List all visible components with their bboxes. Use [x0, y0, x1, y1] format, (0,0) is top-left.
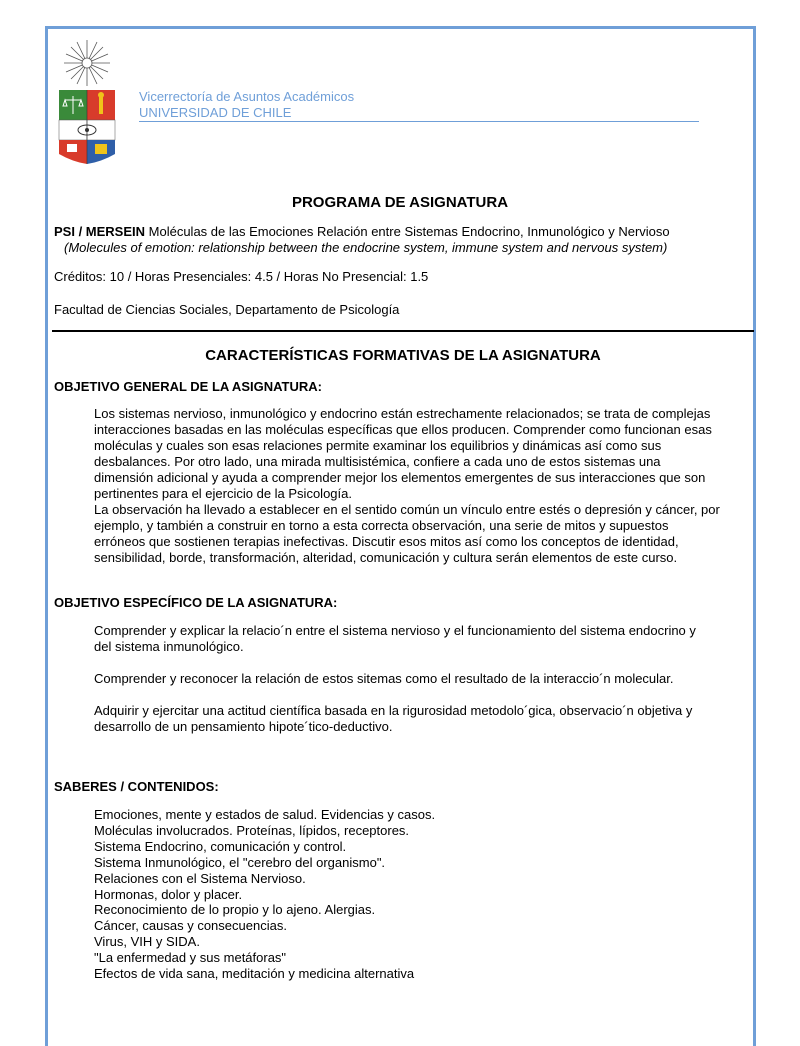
header-divider: [139, 121, 699, 122]
general-objective-paragraph-1: Los sistemas nervioso, inmunológico y endocrino están estrechamente relacionados; se trata de complejas interacciones basadas en las moléculas específicas que ellos producen. Comprender como funcionan esas moléculas y cuales son esas relaciones permite examinar los equilibrios y dinámicas así como sus desbalances. Por otro lado, una mirada multisistémica, confiere a cada uno de estos sistemas una dimensión adicional y ayuda a comprender mejor los elementos emergentes de sus interacciones que son pertinentes para el ejercicio de la Psicología.: [94, 406, 712, 501]
section-divider: [52, 330, 754, 332]
content-item: Reconocimiento de lo propio y lo ajeno. Alergias.: [94, 902, 376, 918]
content-item: Moléculas involucrados. Proteínas, lípidos, receptores.: [94, 822, 410, 838]
content-item: Hormonas, dolor y placer.: [94, 886, 243, 902]
general-objective-heading: OBJETIVO GENERAL DE LA ASIGNATURA:: [54, 379, 322, 394]
content-item: Relaciones con el Sistema Nervioso.: [94, 870, 306, 886]
credits-line: Créditos: 10 / Horas Presenciales: 4.5 / Horas No Presencial: 1.5: [54, 269, 429, 284]
general-objective-paragraph: [94, 406, 722, 566]
contents-heading: SABERES / CONTENIDOS:: [54, 779, 219, 794]
content-item: Sistema Endocrino, comunicación y control.: [94, 838, 347, 854]
faculty-line: Facultad de Ciencias Sociales, Departamento de Psicología: [54, 302, 400, 317]
course-code: PSI / MERSEIN: [54, 224, 146, 239]
university-crest-logo: [57, 36, 117, 176]
contents-list: [94, 807, 435, 982]
course-name-en: (Molecules of emotion: relationship between the endocrine system, immune system and nervous system): [64, 240, 668, 255]
specific-objective-heading: OBJETIVO ESPECÍFICO DE LA ASIGNATURA:: [54, 595, 338, 610]
content-item: Emociones, mente y estados de salud. Evidencias y casos.: [94, 807, 436, 822]
content-item: "La enfermedad y sus metáforas": [94, 950, 287, 966]
specific-objective-item: Comprender y explicar la relacio´n entre el sistema nervioso y el funcionamiento del sistema endocrino y del sistema inmunológico.: [94, 623, 696, 654]
specific-objective-item: Adquirir y ejercitar una actitud científica basada en la rigurosidad metodolo´gica, observacio´n objetiva y desarrollo de un pensamiento hipote´tico-deductivo.: [94, 703, 693, 734]
institution-line-1: Vicerrectoría de Asuntos Académicos: [139, 89, 355, 104]
characteristics-title: CARACTERÍSTICAS FORMATIVAS DE LA ASIGNATURA: [205, 347, 601, 364]
course-title: [54, 224, 670, 239]
institution-line-2: UNIVERSIDAD DE CHILE: [139, 105, 292, 120]
course-name-es: Moléculas de las Emociones Relación entre Sistemas Endocrino, Inmunológico y Nervioso: [145, 224, 670, 239]
content-item: Cáncer, causas y consecuencias.: [94, 918, 287, 934]
specific-objective-item: Comprender y reconocer la relación de estos sitemas como el resultado de la interaccio´n molecular.: [94, 671, 674, 686]
content-item: Sistema Inmunológico, el "cerebro del organismo".: [94, 854, 386, 870]
general-objective-paragraph-2: La observación ha llevado a establecer en el sentido común un vínculo entre estés o depresión y cáncer, por ejemplo, y también a construir en torno a esta correcta observación, una serie de mitos y supuestos erróneos que sostienen terapias inefectivas. Discutir esos mitos así como los conceptos de identidad, sensibilidad, borde, transformación, alteridad, comunicación y cultura serán elementos de este curso.: [94, 502, 720, 565]
program-title: PROGRAMA DE ASIGNATURA: [291, 194, 509, 211]
content-item: Virus, VIH y SIDA.: [94, 934, 200, 950]
content-item: Efectos de vida sana, meditación y medicina alternativa: [94, 966, 415, 982]
